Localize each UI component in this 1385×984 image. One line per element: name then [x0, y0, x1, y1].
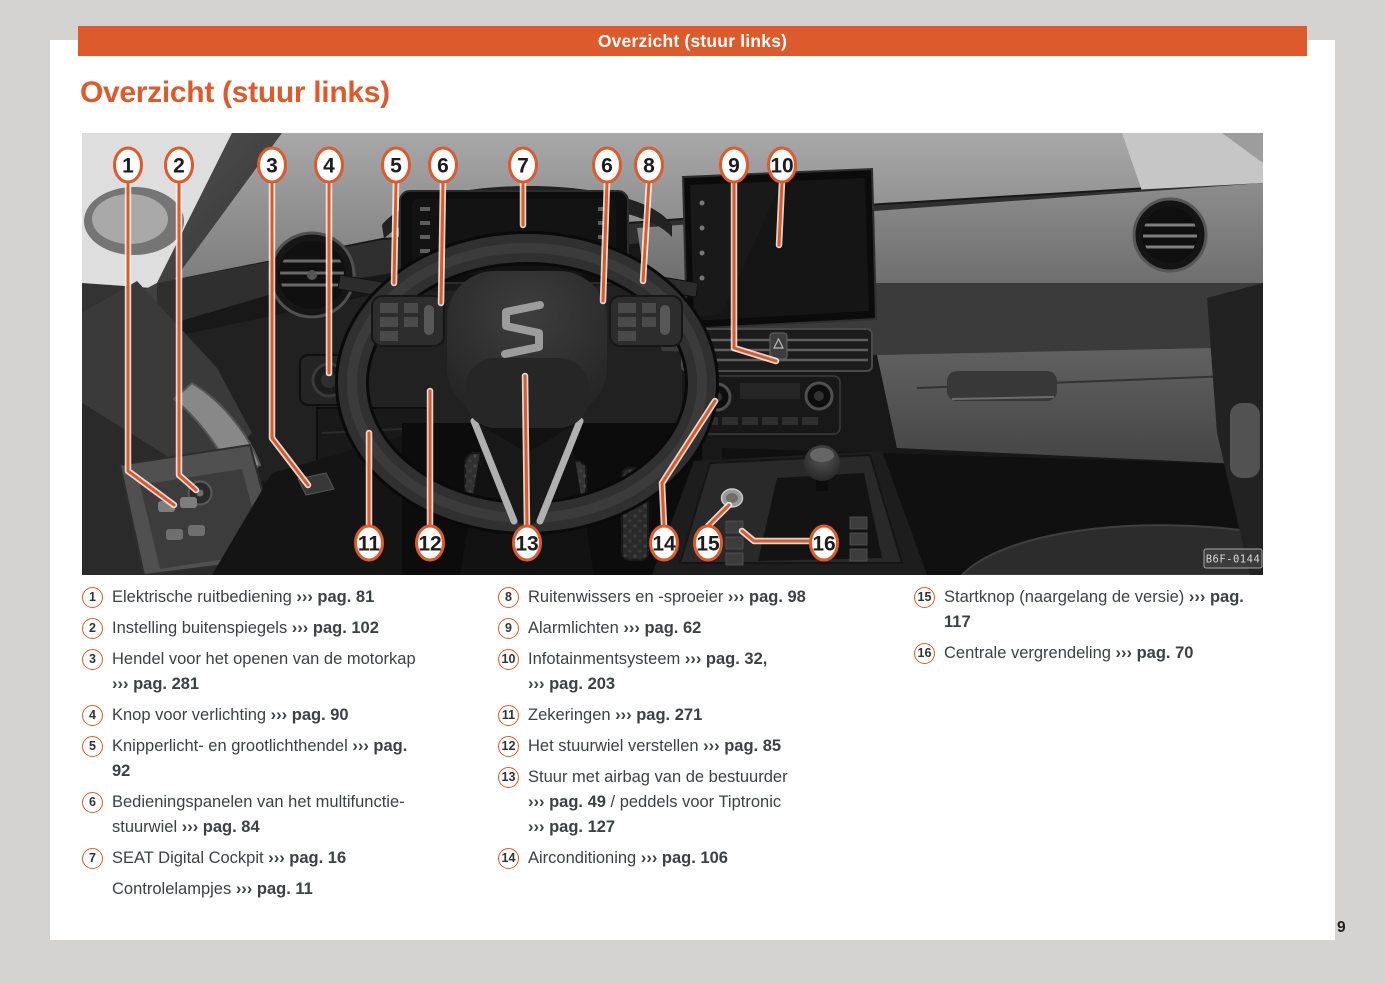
- callout-number: 7: [517, 154, 529, 178]
- legend-item: [82, 703, 467, 728]
- callout-number: 2: [173, 154, 185, 178]
- legend-item: [82, 846, 467, 871]
- page-number: 9: [1337, 919, 1346, 936]
- callout-number: 4: [323, 154, 335, 178]
- legend-item-text: Instelling buitenspiegels ››› pag. 102: [112, 619, 379, 637]
- legend-item: [498, 734, 883, 759]
- center-console: [652, 445, 927, 575]
- legend-item-text: Startknop (naargelang de versie) ››› pag. 117: [944, 588, 1244, 631]
- legend-item-text: Controlelampjes ››› pag. 11: [112, 880, 313, 898]
- legend-item: [914, 641, 1292, 666]
- legend-item-text: Bedieningspanelen van het multifunctie- stuurwiel ››› pag. 84: [112, 793, 405, 836]
- legend-item: [82, 734, 467, 784]
- legend-item-number: 2: [82, 618, 103, 639]
- legend-item-number: 12: [498, 736, 519, 757]
- legend-item-number: 3: [82, 649, 103, 670]
- legend-column: [82, 585, 467, 908]
- legend-item-text: Hendel voor het openen van de motorkap ››› pag. 281: [112, 650, 416, 693]
- legend-column: [498, 585, 883, 877]
- legend-item-number: 6: [82, 792, 103, 813]
- legend-item-text: Infotainmentsysteem ››› pag. 32, ››› pag. 203: [528, 650, 768, 693]
- legend-item-number: 13: [498, 767, 519, 788]
- callout-number: 6: [601, 154, 613, 178]
- page-header-bar: [78, 26, 1307, 56]
- legend-item: [82, 877, 467, 902]
- legend-item: [498, 846, 883, 871]
- callout-number: 15: [696, 532, 720, 556]
- legend-item-number: 9: [498, 618, 519, 639]
- legend-column: [914, 585, 1292, 672]
- legend-item-text: Het stuurwiel verstellen ››› pag. 85: [528, 737, 782, 755]
- callout-number: 5: [390, 154, 402, 178]
- callout-number: 3: [266, 154, 278, 178]
- header-bar-title: Overzicht (stuur links): [597, 31, 788, 51]
- legend-item: [498, 616, 883, 641]
- callout-number: 10: [770, 154, 794, 178]
- legend-item-number: 1: [82, 587, 103, 608]
- image-code-watermark: [1204, 549, 1262, 568]
- legend-item-number: 14: [498, 848, 519, 869]
- legend-item: [82, 616, 467, 641]
- legend-item-text: Knipperlicht- en grootlichthendel ››› pag. 92: [112, 737, 408, 780]
- legend-item: [82, 790, 467, 840]
- callout-number: 9: [728, 154, 740, 178]
- legend-item-text: Centrale vergrendeling ››› pag. 70: [944, 644, 1194, 662]
- legend-item-text: Alarmlichten ››› pag. 62: [528, 619, 702, 637]
- page-title: Overzicht (stuur links): [80, 76, 390, 109]
- legend-item-number: 15: [914, 587, 935, 608]
- legend-item-text: Stuur met airbag van de bestuurder ››› pag. 49 / peddels voor Tiptronic ››› pag. 127: [528, 768, 788, 836]
- callout-number: 16: [812, 532, 836, 556]
- image-code-text: B6F-0144: [1205, 553, 1261, 566]
- callout-number: 12: [418, 532, 442, 556]
- legend-item-number: 7: [82, 848, 103, 869]
- legend-item-number: 11: [498, 705, 519, 726]
- legend-item-number: 10: [498, 649, 519, 670]
- dashboard-figure: [82, 133, 1263, 575]
- legend-item: [498, 703, 883, 728]
- legend-item-text: Zekeringen ››› pag. 271: [528, 706, 703, 724]
- callout-number: 11: [357, 532, 381, 556]
- legend-item-text: Ruitenwissers en -sproeier ››› pag. 98: [528, 588, 806, 606]
- legend-item-number: 8: [498, 587, 519, 608]
- legend-item-text: SEAT Digital Cockpit ››› pag. 16: [112, 849, 347, 867]
- legend-item-text: Knop voor verlichting ››› pag. 90: [112, 706, 349, 724]
- legend-item: [498, 585, 883, 610]
- callout-number: 13: [515, 532, 539, 556]
- dashboard-illustration: [82, 133, 1263, 575]
- legend-item-number: 4: [82, 705, 103, 726]
- legend-item: [914, 585, 1292, 635]
- legend-item: [498, 765, 883, 840]
- hazard-button: [770, 333, 787, 359]
- legend-item: [82, 585, 467, 610]
- legend-item-number: 16: [914, 643, 935, 664]
- callout-number: 8: [643, 154, 655, 178]
- right-air-vent-icon: [1134, 199, 1206, 271]
- callout-number: 1: [122, 154, 134, 178]
- legend-item: [498, 647, 883, 697]
- legend-item: [82, 647, 467, 697]
- legend-item-text: Elektrische ruitbediening ››› pag. 81: [112, 588, 375, 606]
- legend: [82, 585, 1297, 908]
- legend-item-text: Airconditioning ››› pag. 106: [528, 849, 728, 867]
- callout-number: 6: [437, 154, 449, 178]
- legend-item-number: 5: [82, 736, 103, 757]
- callout-number: 14: [652, 532, 676, 556]
